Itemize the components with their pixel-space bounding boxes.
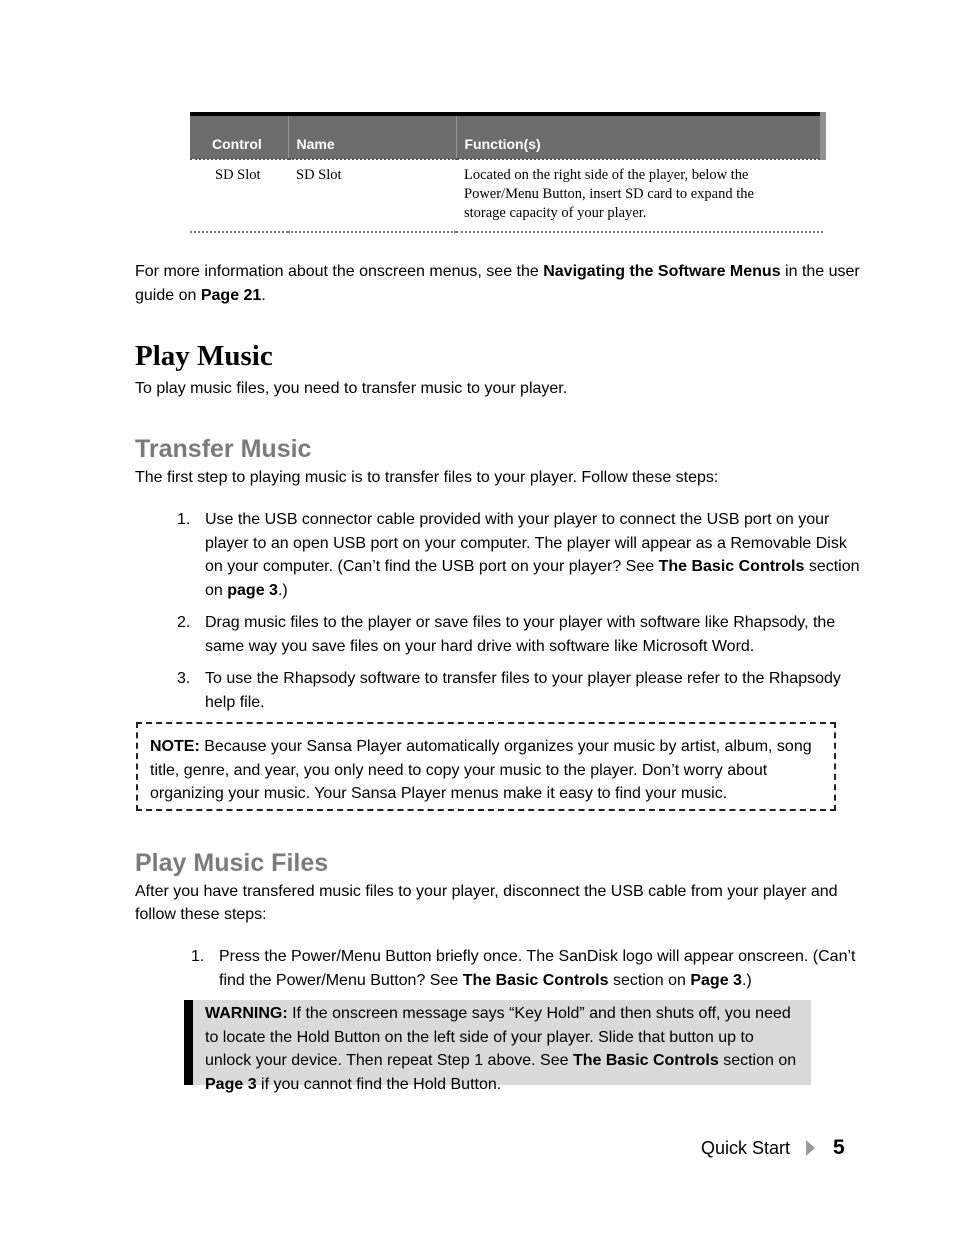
note-label: NOTE: xyxy=(150,738,200,755)
warning-label: WARNING: xyxy=(205,1005,288,1022)
column-header-functions: Function(s) xyxy=(456,114,823,159)
step-text: Press the Power/Menu Button briefly once. The SanDisk logo will appear onscreen. (Can’t find the Power/Menu Button? See xyxy=(219,948,856,989)
table-row xyxy=(190,159,823,232)
step-text: Use the USB connector cable provided with your player to connect the USB port on your player to an open USB port on your computer. The player will appear as a Removable Disk on your computer. (Can’t find the USB port on your player? See xyxy=(205,511,847,575)
play-music-files-intro: After you have transfered music files to your player, disconnect the USB cable from your player and follow these steps: xyxy=(135,883,838,923)
step-number: 2. xyxy=(177,614,191,631)
warning-text: section on xyxy=(718,1052,797,1069)
step-number: 3. xyxy=(177,670,191,687)
info-text: . xyxy=(261,287,266,304)
page-number: 5 xyxy=(833,1136,845,1159)
list-item xyxy=(191,945,859,992)
step-bold-page: Page 3 xyxy=(690,971,742,989)
step-text: To use the Rhapsody software to transfer files to your player please refer to the Rhapsody help file. xyxy=(205,670,841,711)
info-bold-page: Page 21 xyxy=(200,287,262,304)
step-text: .) xyxy=(277,581,288,599)
list-item xyxy=(177,611,860,658)
step-text: .) xyxy=(741,971,752,989)
transfer-music-intro: The first step to playing music is to transfer files to your player. Follow these steps: xyxy=(135,469,719,486)
play-music-heading: Play Music xyxy=(135,340,273,372)
step-number: 1. xyxy=(191,948,205,965)
table-cell-name: SD Slot xyxy=(288,159,456,232)
play-music-intro: To play music files, you need to transfer music to your player. xyxy=(135,380,568,397)
column-header-control: Control xyxy=(190,114,288,159)
list-item xyxy=(177,667,860,714)
step-bold-ref: The Basic Controls xyxy=(658,558,805,575)
step-bold-ref: The Basic Controls xyxy=(462,971,609,989)
triangle-right-icon xyxy=(806,1140,815,1156)
transfer-music-heading: Transfer Music xyxy=(135,435,312,463)
table-cell-control: SD Slot xyxy=(190,159,288,232)
step-bold-page: page 3 xyxy=(227,581,278,599)
footer-section-title: Quick Start xyxy=(701,1137,791,1158)
transfer-steps-list xyxy=(177,508,860,723)
table-header-row xyxy=(190,114,823,159)
step-text: Drag music files to the player or save files to your player with software like Rhapsody, the same way you save files on your hard drive with software like Microsoft Word. xyxy=(205,614,836,655)
note-text: Because your Sansa Player automatically organizes your music by artist, album, song title, genre, and year, you only need to copy your music to the player. Don’t worry about organizing your music. Your Sansa Player menus make it easy to find your music. xyxy=(150,738,812,802)
table-cell-functions: Located on the right side of the player, below the Power/Menu Button, insert SD card to expand the storage capacity of your player. xyxy=(456,159,823,232)
warning-text: If the onscreen message says “Key Hold” and then shuts off, you need to locate the Hold Button on the left side of your player. Slide that button up to unlock your device. Then repeat Step 1 above. See xyxy=(205,1005,791,1069)
step-number: 1. xyxy=(177,511,191,528)
warning-box xyxy=(184,1000,811,1093)
warning-text: if you cannot find the Hold Button. xyxy=(256,1075,502,1093)
info-bold-ref: Navigating the Software Menus xyxy=(543,263,781,280)
warning-bold-ref: The Basic Controls xyxy=(572,1052,719,1069)
step-text: section on xyxy=(205,558,860,599)
step-text: section on xyxy=(608,971,691,989)
warning-bold-page: Page 3 xyxy=(205,1075,257,1093)
info-text: For more information about the onscreen menus, see the xyxy=(135,263,544,280)
note-box xyxy=(136,722,836,811)
play-steps-list xyxy=(191,945,859,1001)
list-item xyxy=(177,508,860,602)
column-header-name: Name xyxy=(288,114,456,159)
more-info-paragraph xyxy=(135,260,860,308)
play-music-files-heading: Play Music Files xyxy=(135,849,329,877)
controls-table xyxy=(190,112,826,233)
info-text: in the user guide on xyxy=(135,263,860,304)
page-footer xyxy=(701,1136,845,1160)
